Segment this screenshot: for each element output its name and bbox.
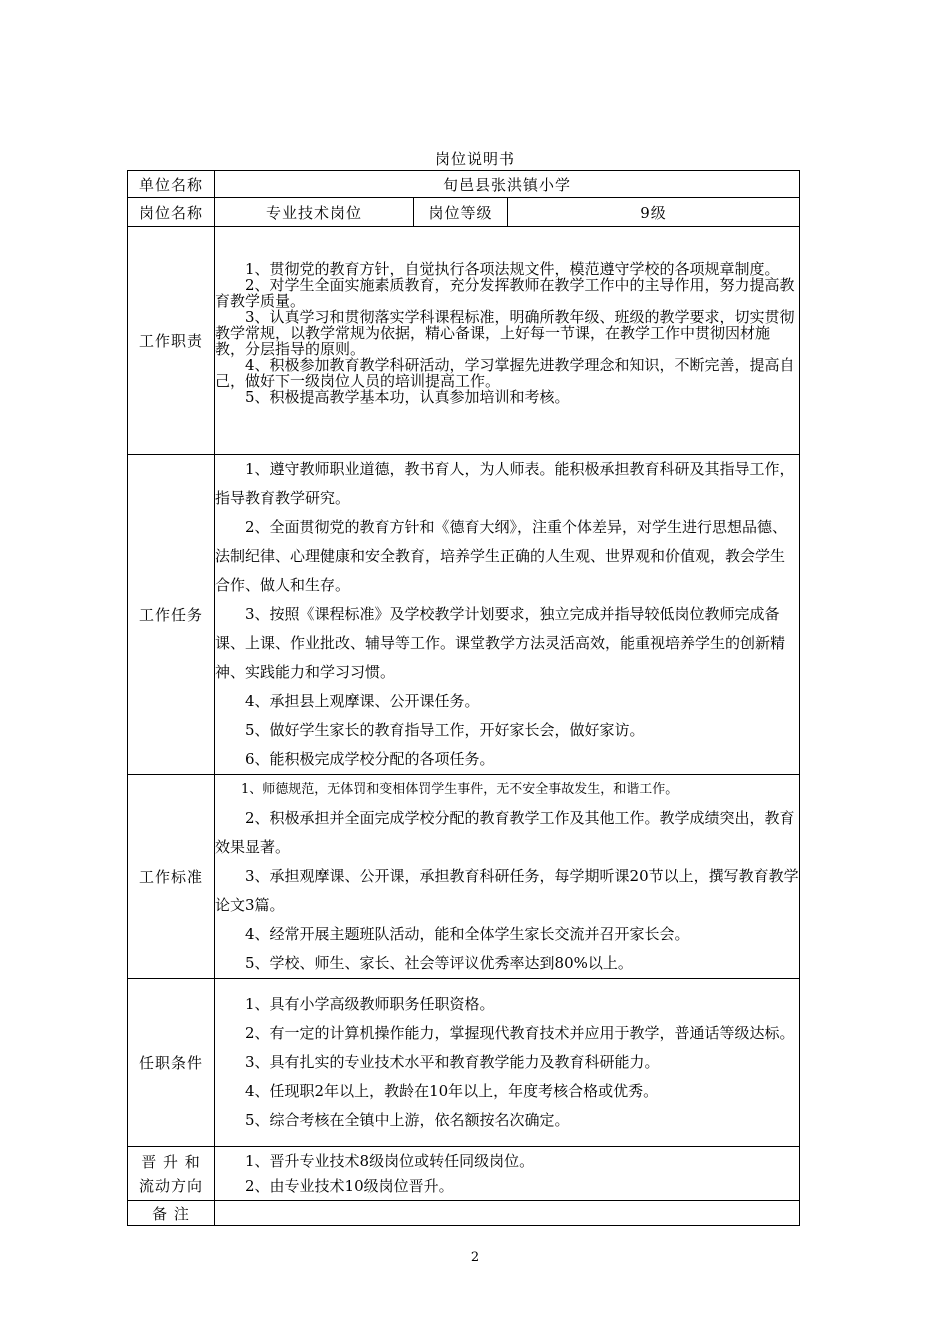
row-duties [128,227,800,455]
row-post [128,198,800,227]
page-number: 2 [470,1250,480,1265]
task-item: 3、按照《课程标准》及学校教学计划要求，独立完成并指导较低岗位教师完成备课、上课、作业批改、辅导等工作。课堂教学方法灵活高效，能重视培养学生的创新精神、实践能力和学习习惯。 [215,605,786,681]
document-title: 岗位说明书 [434,150,515,168]
standard-item: 4、经常开展主题班队活动，能和全体学生家长交流并召开家长会。 [245,925,690,943]
row-unit [128,171,800,198]
remarks-label: 备 注 [128,1201,215,1226]
qualification-item: 3、具有扎实的专业技术水平和教育教学能力及教育科研能力。 [245,1053,660,1071]
grade-value: 9级 [508,198,800,227]
unit-label: 单位名称 [128,171,215,198]
qualification-item: 2、有一定的计算机操作能力，掌握现代教育技术并应用于教学，普通话等级达标。 [245,1024,795,1042]
qualification-item: 5、综合考核在全镇中上游，依名额按名次确定。 [245,1111,570,1129]
post-label: 岗位名称 [128,198,215,227]
task-item: 5、做好学生家长的教育指导工作，开好家长会，做好家访。 [245,721,645,739]
duty-item: 1、贯彻党的教育方针，自觉执行各项法规文件，模范遵守学校的各项规章制度。 [245,259,780,278]
task-item: 4、承担县上观摩课、公开课任务。 [245,692,480,710]
task-item: 2、全面贯彻党的教育方针和《德育大纲》，注重个体差异，对学生进行思想品德、法制纪律、心理健康和安全教育，培养学生正确的人生观、世界观和价值观，教会学生合作、做人和生存。 [215,518,788,594]
post-value: 专业技术岗位 [215,198,414,227]
grade-label: 岗位等级 [414,198,508,227]
duties-content [215,227,800,455]
movement-label-line2: 流动方向 [138,1176,203,1195]
standard-item: 2、积极承担并全面完成学校分配的教育教学工作及其他工作。教学成绩突出，教育效果显著。 [215,809,795,856]
remarks-value [215,1201,800,1226]
standards-content [215,775,800,979]
job-description-table [127,170,800,1226]
duty-item: 4、积极参加教育教学科研活动，学习掌握先进教学理念和知识，不断完善，提高自己，做好下一级岗位人员的培训提高工作。 [215,355,795,390]
movement-label [128,1147,215,1201]
row-tasks [128,455,800,775]
standard-item: 5、学校、师生、家长、社会等评议优秀率达到80%以上。 [245,954,633,972]
movement-item: 2、由专业技术10级岗位晋升。 [245,1176,454,1195]
qualifications-content [215,979,800,1147]
row-qualifications [128,979,800,1147]
movement-label-line1: 晋 升 和 [141,1152,201,1171]
task-item: 6、能积极完成学校分配的各项任务。 [245,750,495,768]
duty-item: 5、积极提高教学基本功，认真参加培训和考核。 [245,387,570,406]
qualifications-label: 任职条件 [128,979,215,1147]
movement-item: 1、晋升专业技术8级岗位或转任同级岗位。 [245,1151,535,1170]
standard-item: 1、师德规范，无体罚和变相体罚学生事件，无不安全事故发生，和谐工作。 [241,782,679,797]
duty-item: 3、认真学习和贯彻落实学科课程标准，明确所教年级、班级的教学要求，切实贯彻教学常规，以教学常规为依据，精心备课，上好每一节课，在教学工作中贯彻因材施教，分层指导的原则。 [215,307,795,358]
task-item: 1、遵守教师职业道德，教书育人，为人师表。能积极承担教育科研及其指导工作，指导教育教学研究。 [215,460,795,507]
tasks-label: 工作任务 [128,455,215,775]
standards-label: 工作标准 [128,775,215,979]
standard-item: 3、承担观摩课、公开课，承担教育科研任务，每学期听课20节以上，撰写教育教学论文3篇。 [215,867,799,914]
duty-item: 2、对学生全面实施素质教育，充分发挥教师在教学工作中的主导作用，努力提高教育教学质量。 [215,275,795,310]
tasks-content [215,455,800,775]
row-standards [128,775,800,979]
movement-content [215,1147,800,1201]
qualification-item: 4、任现职2年以上，教龄在10年以上，年度考核合格或优秀。 [245,1082,659,1100]
row-remarks [128,1201,800,1226]
qualification-item: 1、具有小学高级教师职务任职资格。 [245,995,495,1013]
row-movement [128,1147,800,1201]
duties-label: 工作职责 [128,227,215,455]
unit-value: 旬邑县张洪镇小学 [215,171,800,198]
